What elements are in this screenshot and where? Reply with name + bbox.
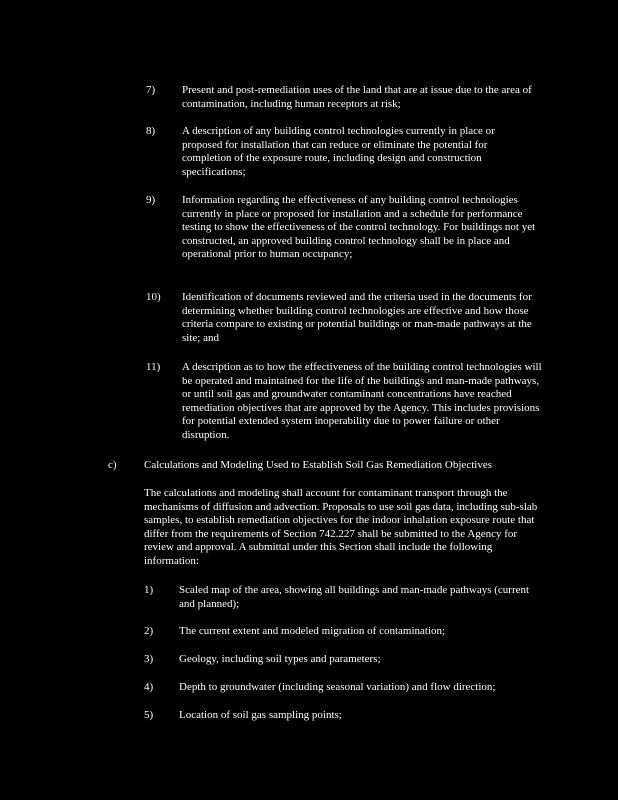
section-label: c) bbox=[108, 459, 117, 471]
item-text-8: A description of any building control technologies currently in place or proposed for installation that can reduce or eliminate the potential for completion of the exposure route, including design and construction specifications; bbox=[182, 125, 495, 178]
item-text-9: Information regarding the effectiveness of any building control technologies currently in place or proposed for installation and a schedule for performance testing to show the effectiveness of the control technology. For buildings not yet constructed, an approved building control technology shall be in place and operational prior to human occupancy; bbox=[182, 194, 536, 261]
item-number-9: 9) bbox=[146, 194, 156, 206]
sub-item-text-1: Scaled map of the area, showing all buildings and man-made pathways (current and planned); bbox=[179, 584, 530, 610]
item-number-10: 10) bbox=[146, 291, 161, 303]
item-number-8: 8) bbox=[146, 125, 156, 137]
section-paragraph: The calculations and modeling shall account for contaminant transport through the mechanisms of diffusion and advection. Proposals to use soil gas data, including sub-slab samples, to establish remediation objectives for the indoor inhalation exposure route that differ from the requirements of Section 742.227 shall be submitted to the Agency for review and approval. A submittal under this Section shall include the following information: bbox=[144, 487, 538, 567]
sub-item-number-4: 4) bbox=[144, 681, 154, 693]
sub-item-number-5: 5) bbox=[144, 709, 154, 721]
sub-item-number-2: 2) bbox=[144, 625, 154, 637]
item-text-7: Present and post-remediation uses of the land that are at issue due to the area of contamination, including human receptors at risk; bbox=[182, 84, 532, 110]
sub-item-text-4: Depth to groundwater (including seasonal variation) and flow direction; bbox=[179, 681, 496, 693]
sub-item-text-5: Location of soil gas sampling points; bbox=[179, 709, 342, 721]
sub-item-number-3: 3) bbox=[144, 653, 154, 665]
section-heading: Calculations and Modeling Used to Establish Soil Gas Remediation Objectives bbox=[144, 459, 492, 471]
sub-item-text-2: The current extent and modeled migration of contamination; bbox=[179, 625, 446, 637]
item-text-10: Identification of documents reviewed and the criteria used in the documents for determining whether building control technologies are effective and how those criteria compare to existing or potential buildings or man-made pathways at the site; and bbox=[182, 291, 532, 344]
item-number-7: 7) bbox=[146, 84, 156, 96]
sub-item-number-1: 1) bbox=[144, 584, 154, 596]
sub-item-text-3: Geology, including soil types and parameters; bbox=[179, 653, 381, 665]
item-text-11: A description as to how the effectiveness of the building control technologies will be operated and maintained for the life of the buildings and man-made pathways, or until soil gas and groundwater contaminant concentrations have reached remediation objectives that are approved by the Agency. This includes provisions for potential extended system inoperability due to power failure or other disruption. bbox=[182, 361, 542, 441]
item-number-11: 11) bbox=[146, 361, 161, 373]
